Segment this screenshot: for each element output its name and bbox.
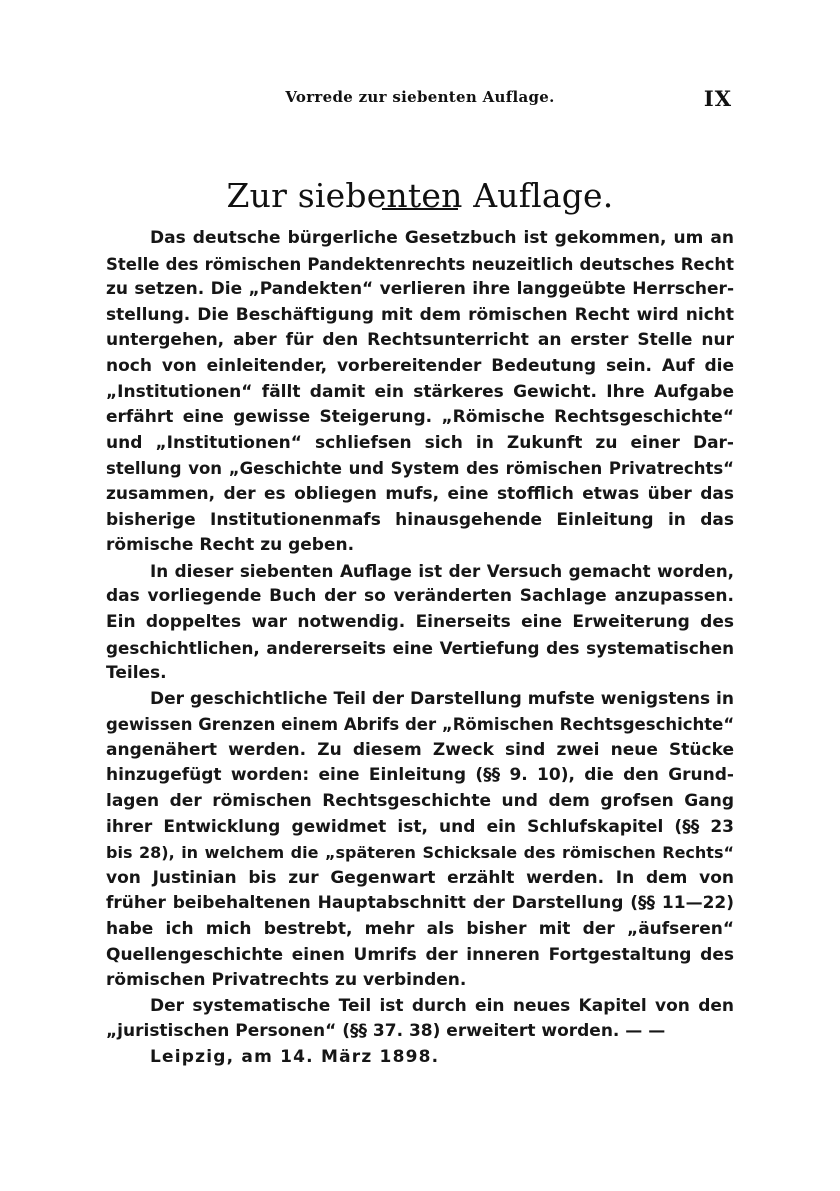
running-head (106, 86, 734, 110)
text-line: Der geschichtliche Teil der Darstellung mufste wenigstens in (150, 688, 734, 709)
running-title: Vorrede zur siebenten Auflage. (285, 88, 555, 106)
text-line: römischen Privatrechts zu verbinden. (106, 970, 467, 991)
text-line: zu setzen. Die „Pandekten“ verlieren ihre langgeübte Herrscher- (106, 279, 734, 300)
page-number: IX (703, 86, 732, 111)
text-line: Stelle des römischen Pandektenrechts neuzeitlich deutsches Recht (106, 254, 734, 274)
chapter-title: Zur siebenten Auflage. (226, 176, 614, 216)
signature-line: Leipzig, am 14. März 1898. (150, 1047, 440, 1067)
text-line: Quellengeschichte einen Umrifs der inneren Fortgestaltung des (106, 944, 734, 965)
text-line: erfährt eine gewisse Steigerung. „Römische Rechtsgeschichte“ (106, 407, 734, 428)
text-line: geschichtlichen, andererseits eine Vertiefung des systematischen (106, 637, 734, 658)
body-text (106, 226, 734, 1071)
text-line: römische Recht zu geben. (106, 535, 355, 556)
text-line: zusammen, der es obliegen mufs, eine stofflich etwas über das (106, 483, 734, 504)
text-line: Teiles. (106, 663, 167, 684)
document-page (106, 0, 734, 1191)
paragraph (106, 226, 734, 559)
text-line: untergehen, aber für den Rechtsunterricht an erster Stelle nur (106, 330, 734, 351)
text-line: bis 28), in welchem die „späteren Schicksale des römischen Rechts“ (106, 843, 734, 863)
paragraph (106, 994, 734, 1045)
text-line: von Justinian bis zur Gegenwart erzählt werden. In dem von (106, 867, 734, 888)
text-line: und „Institutionen“ schliefsen sich in Zukunft zu einer Dar- (106, 432, 734, 453)
text-line: „Institutionen“ fällt damit ein stärkeres Gewicht. Ihre Aufgabe (106, 381, 734, 402)
paragraph (106, 559, 734, 687)
text-line: hinzugefügt worden: eine Einleitung (§§ 9. 10), die den Grund- (106, 765, 734, 786)
text-line: In dieser siebenten Auflage ist der Versuch gemacht worden, (150, 560, 734, 581)
text-line: stellung von „Geschichte und System des römischen Privatrechts“ (106, 459, 734, 479)
text-line: habe ich mich bestrebt, mehr als bisher mit der „äufseren“ (106, 919, 734, 940)
title-rule (382, 208, 458, 210)
text-line: das vorliegende Buch der so veränderten Sachlage anzupassen. (106, 586, 734, 607)
text-line: ihrer Entwicklung gewidmet ist, und ein Schlufskapitel (§§ 23 (106, 816, 734, 837)
text-line: Der systematische Teil ist durch ein neues Kapitel von den (150, 995, 734, 1016)
text-line: noch von einleitender, vorbereitender Bedeutung sein. Auf die (106, 355, 734, 376)
text-line: Das deutsche bürgerliche Gesetzbuch ist gekommen, um an (150, 228, 734, 248)
paragraph (106, 687, 734, 994)
text-line: bisherige Institutionenmafs hinausgehende Einleitung in das (106, 509, 734, 530)
text-line: früher beibehaltenen Hauptabschnitt der Darstellung (§§ 11—22) (106, 893, 734, 914)
text-line: angenähert werden. Zu diesem Zweck sind zwei neue Stücke (106, 739, 734, 760)
text-line: stellung. Die Beschäftigung mit dem römischen Recht wird nicht (106, 304, 734, 325)
text-line: Ein doppeltes war notwendig. Einerseits eine Erweiterung des (106, 611, 734, 632)
text-line: gewissen Grenzen einem Abrifs der „Römischen Rechtsgeschichte“ (106, 715, 735, 735)
text-line: lagen der römischen Rechtsgeschichte und dem grofsen Gang (106, 791, 734, 812)
text-line: „juristischen Personen“ (§§ 37. 38) erweitert worden. — — (106, 1021, 666, 1042)
